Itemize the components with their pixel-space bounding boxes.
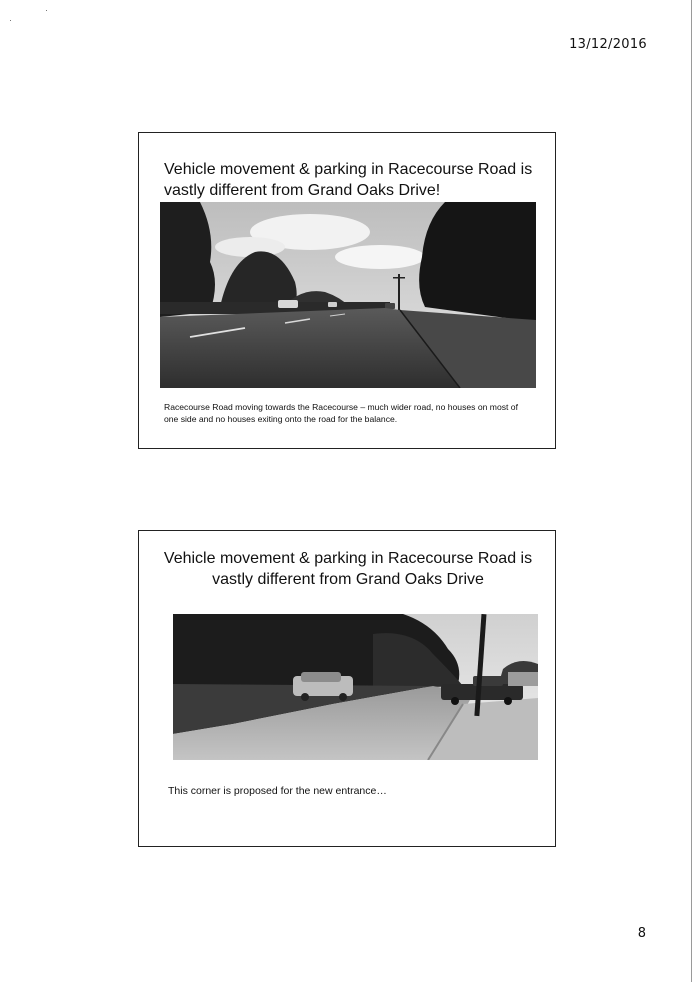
slide-2-photo-corner-entrance [173, 614, 538, 760]
scan-speck [46, 10, 47, 11]
slide-2-title: Vehicle movement & parking in Racecourse Road is vastly different from Grand Oaks Drive [163, 550, 533, 588]
print-date: 13/12/2016 [569, 37, 647, 52]
slide-1-title: Vehicle movement & parking in Racecourse Road is vastly different from Grand Oaks Drive! [164, 161, 533, 199]
slide-2 [138, 530, 556, 847]
slide-1-photo-racecourse-road [160, 202, 536, 388]
slide-1-caption: Racecourse Road moving towards the Racecourse – much wider road, no houses on most of one side and no houses exiting onto the road for the balance. [164, 402, 518, 424]
slide-2-caption: This corner is proposed for the new entrance… [168, 785, 387, 797]
corner-photo-image [173, 614, 538, 760]
scan-speck [10, 20, 11, 21]
scan-edge-line [691, 0, 692, 982]
slide-1 [138, 132, 556, 449]
page-number: 8 [637, 926, 646, 941]
road-photo-image [160, 202, 536, 388]
